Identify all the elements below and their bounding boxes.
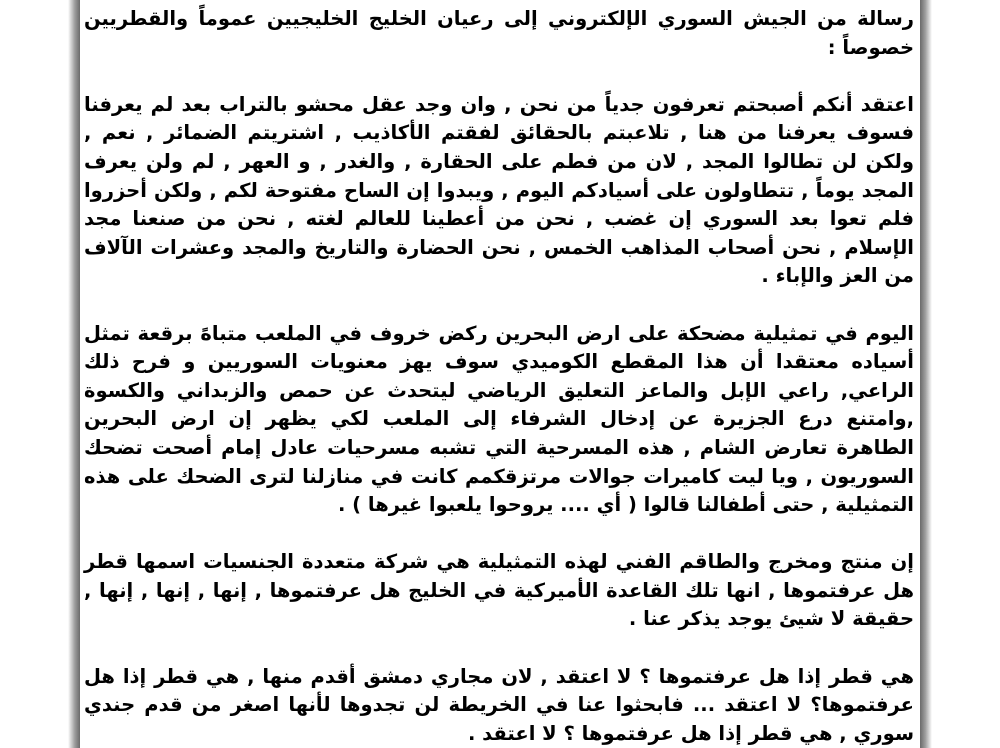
page-right-shadow (920, 0, 932, 748)
document-page (80, 0, 920, 748)
paragraph-2: اليوم في تمثيلية مضحكة على ارض البحرين ركض خروف في الملعب متباهً برقعة تمثل أسياده معتقدا أن هذا المقطع الكوميدي سوف يهز معنويات السوريين و فرح ذلك الراعي, راعي الإبل والماعز التعليق الرياضي ليتحدث عن حمص والزبداني والكسوة ,وامتنع درع الجزيرة عن إدخال الشرفاء إلى الملعب لكي يظهر إن ارض البحرين الطاهرة تعارض الشام , هذه المسرحية التي تشبه مسرحيات عادل إمام أصحت تضحك السوريون , ويا ليت كاميرات جوالات مرتزقكمم كانت في منازلنا لترى الضحك على هذه التمثيلية , حتى أطفالنا قالوا ( أي .... يروحوا يلعبوا غيرها ) . (84, 321, 914, 517)
document-heading: رسالة من الجيش السوري الإلكتروني إلى رعيان الخليج الخليجيين عموماً والقطريين خصوصاً : (84, 7, 914, 59)
paragraph-1: اعتقد أنكم أصبحتم تعرفون جدياً من نحن , وان وجد عقل محشو بالتراب بعد لم يعرفنا فسوف يعرفنا من هنا , تلاعبتم بالحقائق لفقتم الأكاذيب , اشتريتم الضمائر , نعم , ولكن لن تطالوا المجد , لان من فطم على الحقارة , والغدر , و العهر , لم ولن يعرف المجد يوماً , تتطاولون على أسيادكم اليوم , ويبدوا إن الساح مفتوحة لكم , ولكن أحزروا فلم تعوا بعد السوري إن غضب , نحن من أعطينا للعالم لغته , نحن من صنعنا مجد الإسلام , نحن أصحاب المذاهب الخمس , نحن الحضارة والتاريخ والمجد وعشرات الآلاف من العز والإباء . (84, 92, 914, 288)
paragraph-4: هي قطر إذا هل عرفتموها ؟ لا اعتقد , لان مجاري دمشق أقدم منها , هي قطر إذا هل عرفتموها؟ لا اعتقد ... فابحثوا عنا في الخريطة لن تجدوها لأنها اصغر من قدم جندي سوري , هي قطر إذا هل عرفتموها ؟ لا اعتقد . (84, 664, 914, 745)
paragraph-3: إن منتج ومخرج والطاقم الفني لهذه التمثيلية هي شركة متعددة الجنسيات اسمها قطر هل عرفتموها , انها تلك القاعدة الأميركية في الخليج هل عرفتموها , إنها , إنها , إنها , حقيقة لا شيئ يوجد يذكر عنا . (84, 550, 914, 631)
page-left-shadow (68, 0, 80, 748)
document-body (84, 5, 914, 748)
